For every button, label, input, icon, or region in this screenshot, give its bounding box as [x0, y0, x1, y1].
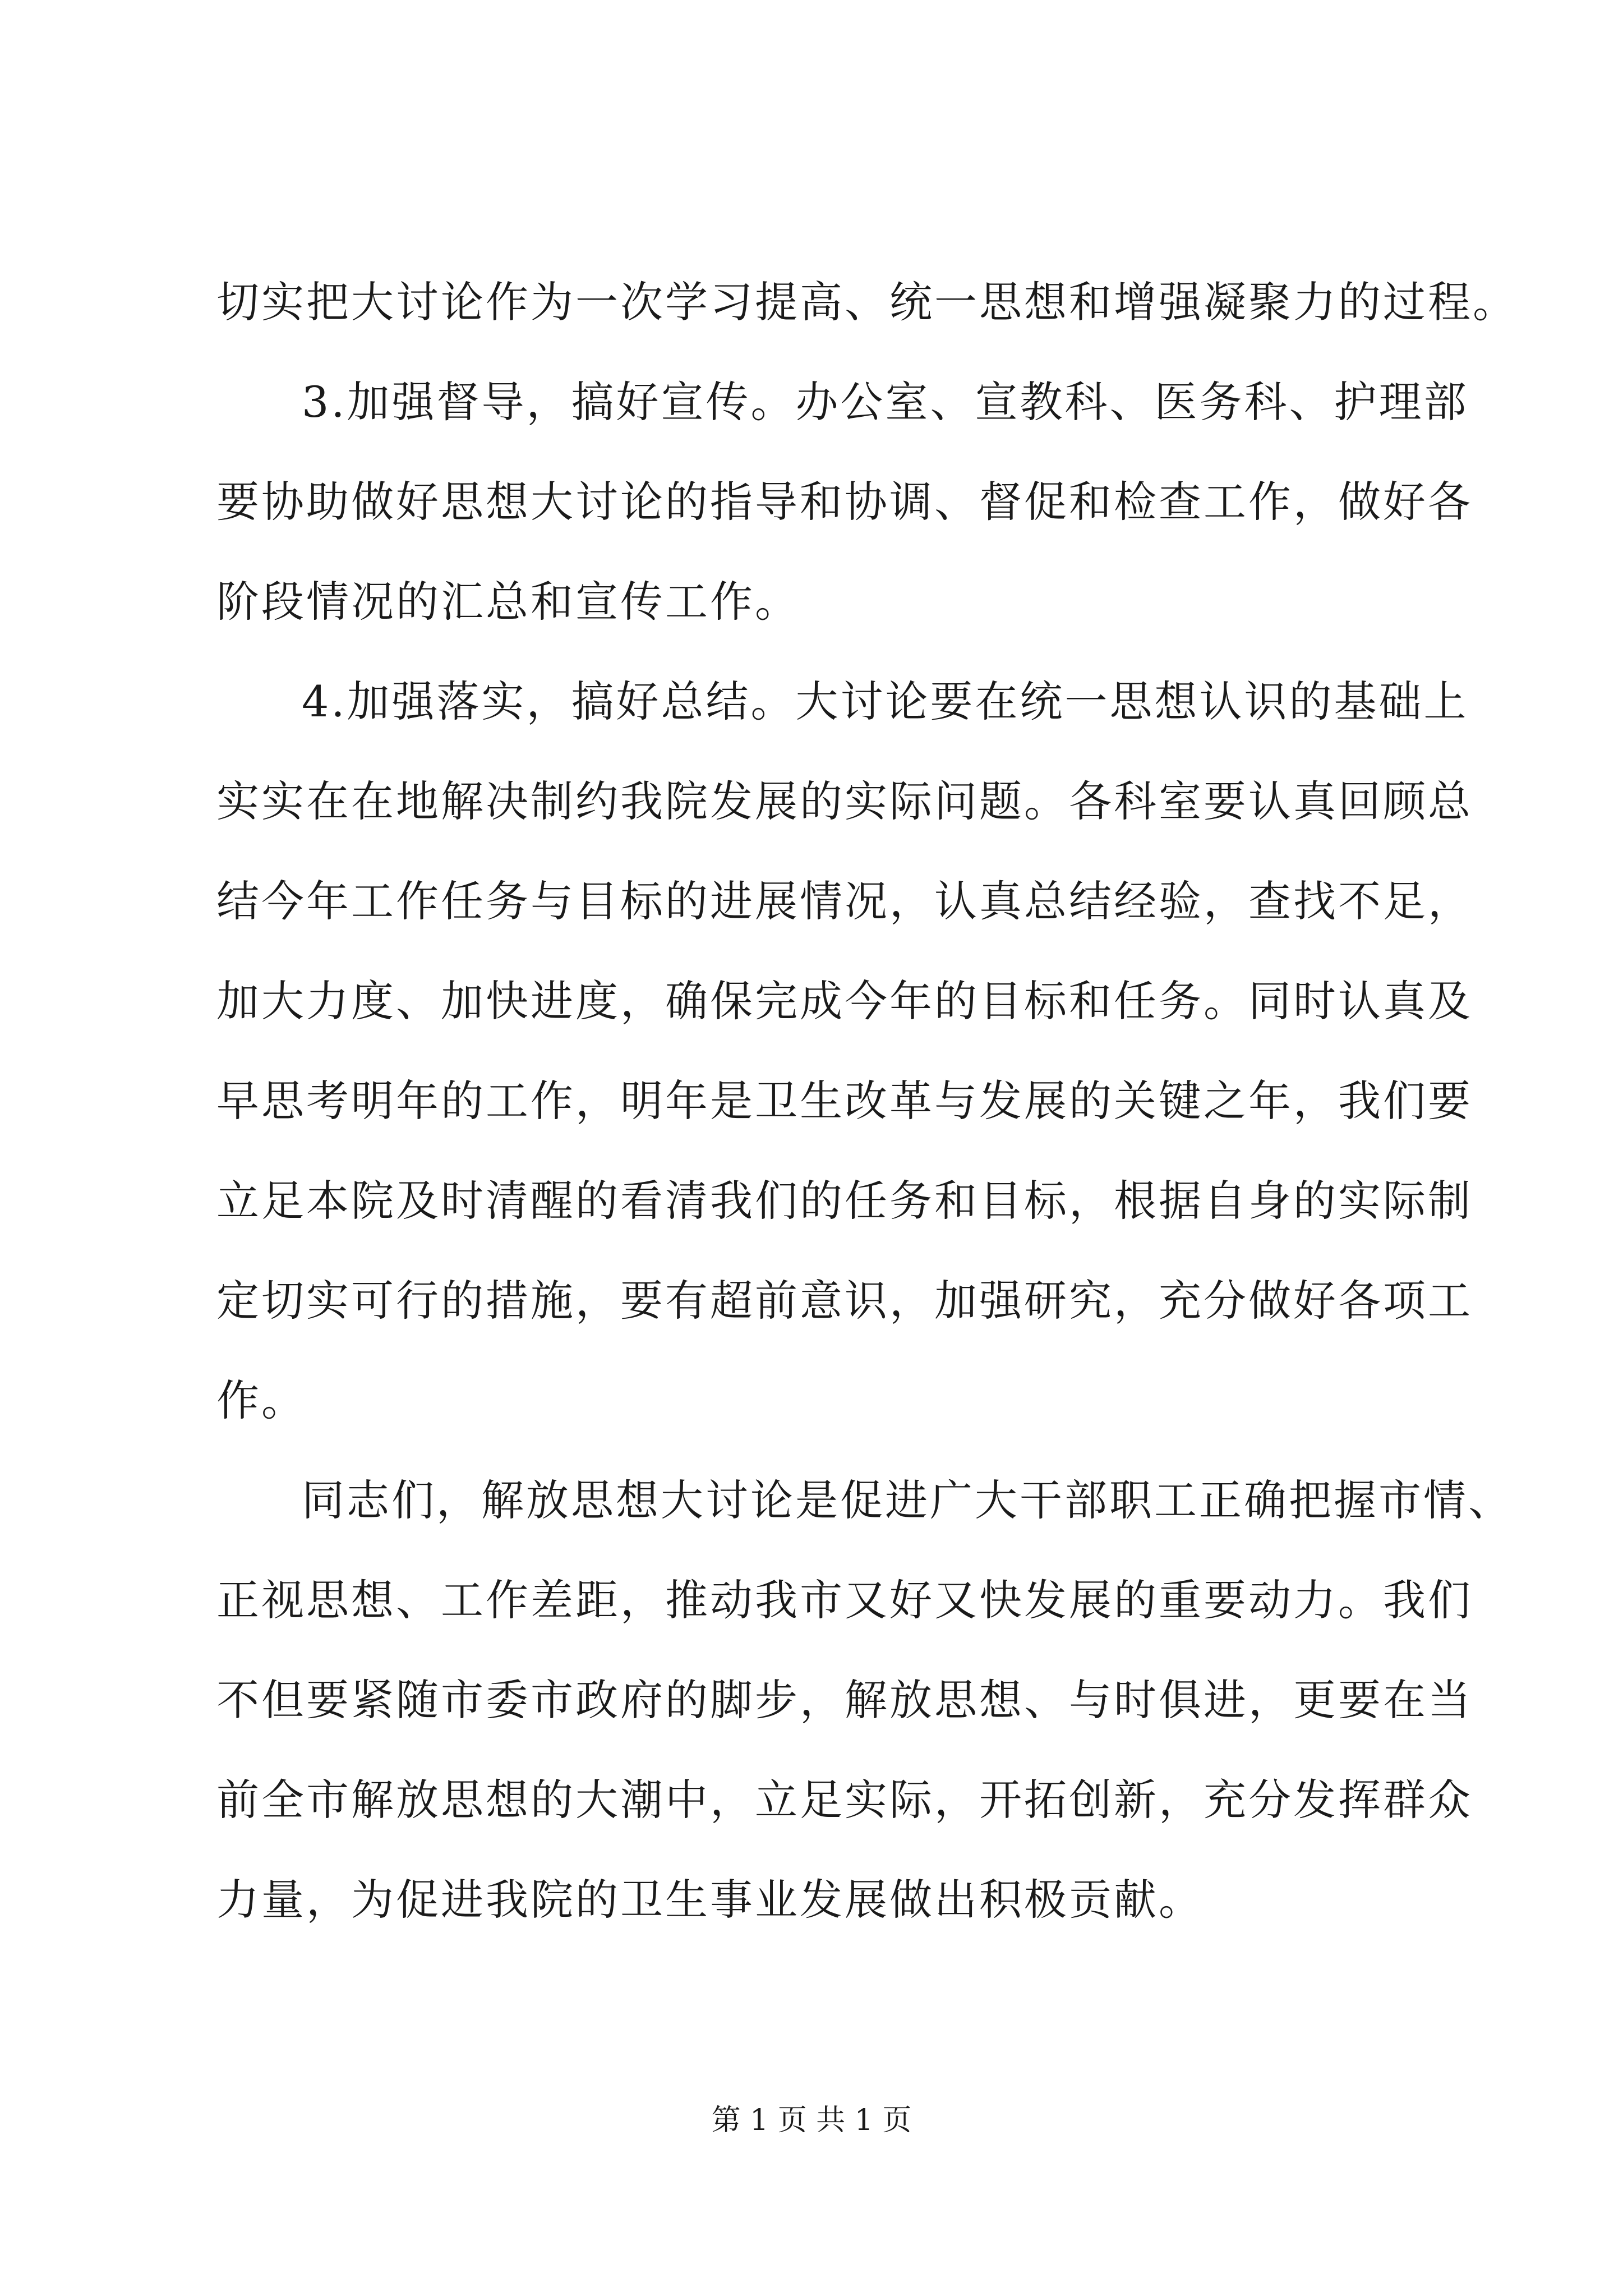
- text-line: 定切实可行的措施，要有超前意识，加强研究，充分做好各项工: [216, 1276, 1473, 1326]
- text-line: 立足本院及时清醒的看清我们的任务和目标，根据自身的实际制: [216, 1176, 1473, 1226]
- text-line: 要协助做好思想大讨论的指导和协调、督促和检查工作，做好各: [216, 477, 1473, 527]
- text-line: 前全市解放思想的大潮中，立足实际，开拓创新，充分发挥群众: [216, 1775, 1473, 1825]
- text-line: 正视思想、工作差距，推动我市又好又快发展的重要动力。我们: [216, 1575, 1473, 1625]
- page-number-footer: 第 1 页 共 1 页: [711, 2104, 912, 2137]
- text-line: 早思考明年的工作，明年是卫生改革与发展的关键之年，我们要: [216, 1076, 1473, 1126]
- text-line: 同志们，解放思想大讨论是促进广大干部职工正确把握市情、: [302, 1475, 1513, 1525]
- text-line: 加大力度、加快进度，确保完成今年的目标和任务。同时认真及: [216, 976, 1473, 1026]
- text-line: 阶段情况的汇总和宣传工作。: [216, 577, 800, 627]
- document-body: [216, 252, 1518, 1950]
- text-line: 实实在在地解决制约我院发展的实际问题。各科室要认真回顾总: [216, 776, 1473, 826]
- text-line: 结今年工作任务与目标的进展情况，认真总结经验，查找不足，: [216, 876, 1473, 926]
- text-line: 3.加强督导，搞好宣传。办公室、宣教科、医务科、护理部: [302, 377, 1469, 427]
- text-line: 切实把大讨论作为一次学习提高、统一思想和增强凝聚力的过程。: [216, 277, 1518, 327]
- text-line: 作。: [216, 1375, 306, 1425]
- text-line: 不但要紧随市委市政府的脚步，解放思想、与时俱进，更要在当: [216, 1675, 1473, 1725]
- text-line: 4.加强落实，搞好总结。大讨论要在统一思想认识的基础上: [302, 677, 1469, 726]
- text-line: 力量，为促进我院的卫生事业发展做出积极贡献。: [216, 1875, 1204, 1925]
